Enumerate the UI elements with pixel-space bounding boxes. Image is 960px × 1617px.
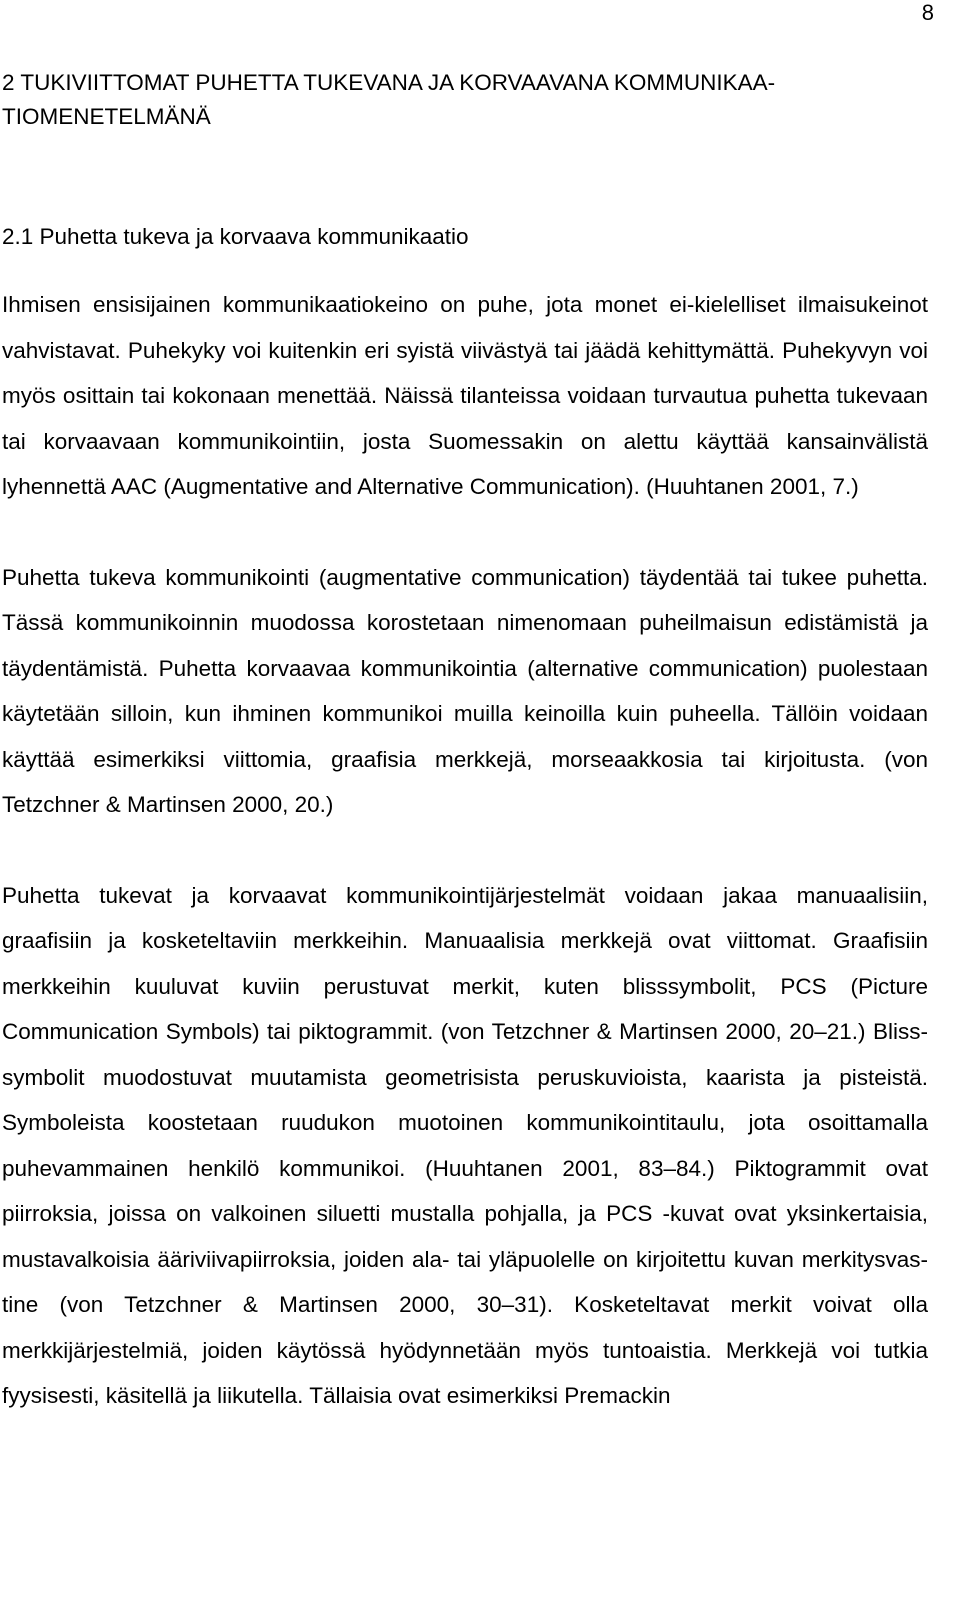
page-content <box>2 66 928 1419</box>
paragraph-systems: Puhetta tukevat ja korvaavat kommunikointijärjestelmät voidaan jakaa manuaalisiin, graafisiin ja kosketeltaviin merkkeihin. Manuaalisia merkkejä ovat viittomat. Graafisiin merkkeihin kuuluvat kuviin perustuvat merkit, kuten blisssymbolit, PCS (Picture Communication Symbols) tai piktogrammit. (von Tetzchner & Martinsen 2000, 20–21.) Bliss-symbolit muodostuvat muutamista geometrisista peruskuvioista, kaarista ja pisteistä. Symboleista koostetaan ruudukon muotoinen kommunikointitaulu, jota osoittamalla puhevammainen henkilö kommunikoi. (Huuhtanen 2001, 83–84.) Piktogrammit ovat piirroksia, joissa on valkoinen siluetti mustalla pohjalla, ja PCS -kuvat ovat yksinkertaisia, mustavalkoisia ääriviivapiirroksia, joiden ala- tai yläpuolelle on kirjoitettu kuvan merkitysvastine (von Tetzchner & Martinsen 2000, 30–31). Kosketeltavat merkit voivat olla merkkijärjestelmiä, joiden käytössä hyödynnetään myös tuntoaistia. Merkkejä voi tutkia fyysisesti, käsitellä ja liikutella. Tällaisia ovat esimerkiksi Premackin <box>2 882 928 1408</box>
paragraph-augmentative: Puhetta tukeva kommunikointi (augmentative communication) täydentää tai tukee puhetta. Tässä kommunikoinnin muodossa korostetaan nimenomaan puheilmaisun edistämistä ja täydentämistä. Puhetta korvaavaa kommunikointia (alternative communication) puolestaan käytetään silloin, kun ihminen kommunikoi muilla keinoilla kuin puheella. Tällöin voidaan käyttää esimerkiksi viittomia, graafisia merkkejä, morseaakkosia tai kirjoitusta. (von Tetzchner & Martinsen 2000, 20.) <box>2 564 928 817</box>
section-title: 2.1 Puhetta tukeva ja korvaava kommunikaatio <box>2 224 469 249</box>
chapter-title: 2 TUKIVIITTOMAT PUHETTA TUKEVANA JA KORVAAVANA KOMMUNIKAATIOMENETELMÄNÄ <box>2 70 776 129</box>
paragraph-intro: Ihmisen ensisijainen kommunikaatiokeino on puhe, jota monet ei-kielelliset ilmaisukeinot vahvistavat. Puhekyky voi kuitenkin eri syistä viivästyä tai jäädä kehittymättä. Puhekyvyn voi myös osittain tai kokonaan menettää. Näissä tilanteissa voidaan turvautua puhetta tukevaan tai korvaavaan kommunikointiin, josta Suomessakin on alettu käyttää kansainvälistä lyhennettä AAC (Augmentative and Alternative Communication). (Huuhtanen 2001, 7.) <box>2 292 928 499</box>
page-number: 8 <box>921 0 934 25</box>
